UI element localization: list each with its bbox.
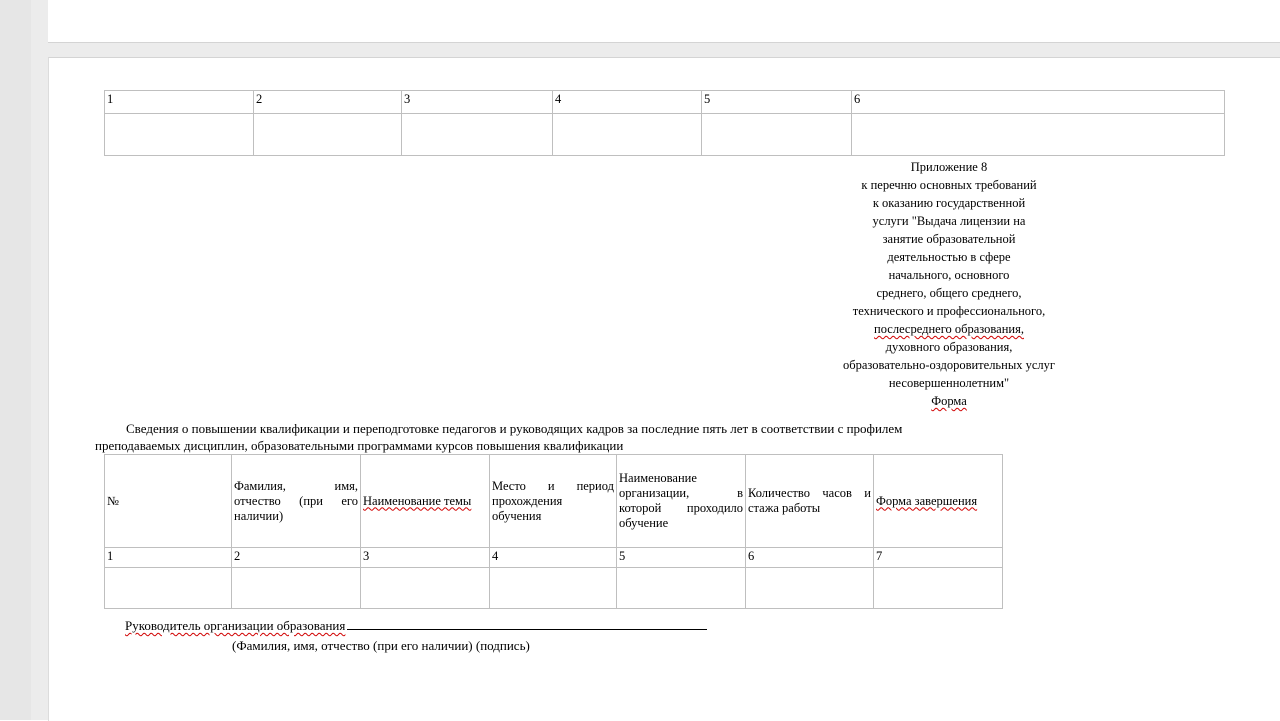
appendix-line: духовного образования, — [885, 340, 1013, 354]
document-page[interactable] — [48, 57, 1280, 721]
header-cell-hours[interactable]: Количество часов и стажа работы — [746, 455, 874, 548]
table-cell[interactable]: 3 — [361, 548, 490, 568]
table-cell[interactable] — [402, 114, 553, 156]
table-cell[interactable] — [702, 114, 852, 156]
appendix-line: к перечню основных требований — [861, 178, 1037, 192]
signature-line — [125, 617, 707, 634]
header-cell-place-period[interactable]: Место и период прохождения обучения — [490, 455, 617, 548]
description-line: Сведения о повышении квалификации и переподготовке педагогов и руководящих кадров за последние пять лет в соответствии с профилем — [126, 421, 903, 436]
form-label-text: Форма — [931, 394, 967, 408]
table-cell[interactable]: 1 — [105, 91, 254, 114]
appendix-line: несовершеннолетним" — [888, 376, 1010, 390]
table-cell[interactable] — [874, 568, 1003, 609]
appendix-line-text: послесреднего образования, — [874, 322, 1024, 336]
table-cell[interactable] — [254, 114, 402, 156]
qualification-table — [104, 454, 1003, 609]
signature-underline — [347, 628, 707, 630]
table-cell[interactable]: 3 — [402, 91, 553, 114]
table-cell[interactable] — [105, 568, 232, 609]
appendix-line: Приложение 8 — [910, 160, 988, 174]
appendix-heading — [779, 158, 1119, 410]
header-cell-number[interactable]: № — [105, 455, 232, 548]
appendix-line — [779, 320, 1119, 338]
description-line: преподаваемых дисциплин, образовательными программами курсов повышения квалификации — [95, 438, 624, 453]
form-label — [779, 392, 1119, 410]
table-row — [105, 114, 1225, 156]
table-cell[interactable]: 5 — [702, 91, 852, 114]
table-cell[interactable] — [746, 568, 874, 609]
appendix-line: среднего, общего среднего, — [876, 286, 1022, 300]
window-left-edge — [0, 0, 31, 720]
table-row — [105, 548, 1003, 568]
table-cell[interactable]: 4 — [490, 548, 617, 568]
table-row — [105, 91, 1225, 114]
header-cell-topic[interactable] — [361, 455, 490, 548]
appendix-line: деятельностью в сфере — [887, 250, 1011, 264]
header-text: Наименование темы — [363, 493, 472, 508]
table-cell[interactable] — [361, 568, 490, 609]
table-cell[interactable]: 7 — [874, 548, 1003, 568]
signature-note: (Фамилия, имя, отчество (при его наличии) (подпись) — [232, 638, 530, 653]
table-cell[interactable] — [852, 114, 1225, 156]
appendix-line: образовательно-оздоровительных услуг — [842, 358, 1056, 372]
table-cell[interactable]: 6 — [852, 91, 1225, 114]
appendix-line: технического и профессионального, — [852, 304, 1046, 318]
header-cell-completion-form[interactable] — [874, 455, 1003, 548]
appendix-line: услуги "Выдача лицензии на — [872, 214, 1026, 228]
signature-label: Руководитель организации образования — [125, 618, 346, 633]
previous-form-table — [104, 90, 1225, 156]
table-cell[interactable] — [105, 114, 254, 156]
table-cell[interactable] — [232, 568, 361, 609]
table-cell[interactable]: 1 — [105, 548, 232, 568]
table-cell[interactable] — [490, 568, 617, 609]
table-cell[interactable] — [617, 568, 746, 609]
appendix-line: к оказанию государственной — [872, 196, 1026, 210]
table-header-row — [105, 455, 1003, 548]
form-description — [95, 420, 1280, 454]
appendix-line: занятие образовательной — [882, 232, 1016, 246]
table-row — [105, 568, 1003, 609]
appendix-line: начального, основного — [888, 268, 1010, 282]
table-cell[interactable]: 2 — [254, 91, 402, 114]
header-text: Форма завершения — [876, 493, 978, 508]
table-cell[interactable]: 2 — [232, 548, 361, 568]
table-cell[interactable]: 4 — [553, 91, 702, 114]
header-cell-organization[interactable]: Наименование организации, в которой проходило обучение — [617, 455, 746, 548]
table-cell[interactable] — [553, 114, 702, 156]
table-cell[interactable]: 5 — [617, 548, 746, 568]
header-cell-full-name[interactable]: Фамилия, имя, отчество (при его наличии) — [232, 455, 361, 548]
table-cell[interactable]: 6 — [746, 548, 874, 568]
previous-page-bottom — [48, 0, 1280, 43]
